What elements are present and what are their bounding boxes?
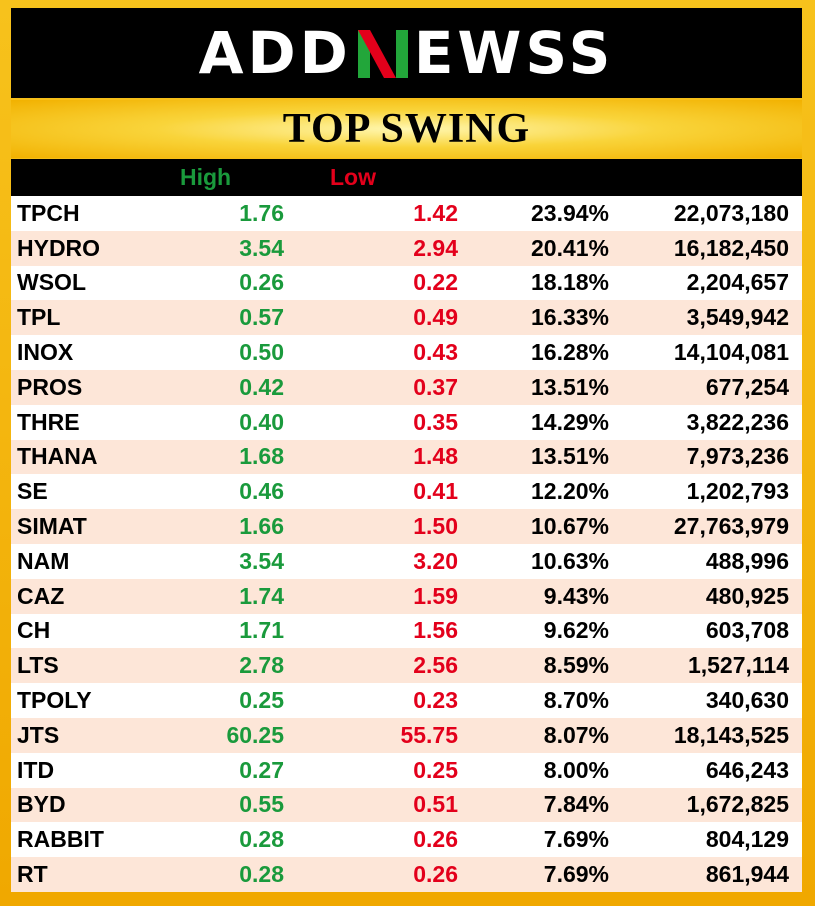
cell-symbol: TPCH (17, 199, 80, 226)
table-row (11, 822, 802, 857)
cell-pct: 10.67% (530, 513, 609, 540)
table-row (11, 509, 802, 544)
cell-pct: 13.51% (530, 373, 609, 400)
cell-symbol: SIMAT (17, 513, 87, 540)
title-band (11, 100, 802, 158)
cell-low: 0.35 (413, 408, 458, 435)
cell-high: 3.54 (239, 547, 284, 574)
cell-symbol: TPOLY (17, 687, 92, 714)
cell-symbol: RT (17, 861, 48, 888)
cell-symbol: RABBIT (17, 826, 104, 853)
cell-symbol: TPL (17, 304, 61, 331)
cell-symbol: WSOL (17, 269, 86, 296)
cell-low: 2.56 (413, 652, 458, 679)
cell-value: 18,143,525 (673, 721, 789, 748)
cell-symbol: ITD (17, 756, 55, 783)
swing-table (11, 159, 802, 892)
cell-value: 22,073,180 (673, 199, 789, 226)
cell-low: 0.25 (413, 756, 458, 783)
cell-high: 0.28 (239, 861, 284, 888)
cell-value: 340,630 (705, 687, 789, 714)
cell-pct: 7.84% (543, 791, 609, 818)
table-row (11, 474, 802, 509)
cell-low: 0.43 (413, 339, 458, 366)
brand-banner (11, 8, 802, 98)
cell-value: 861,944 (705, 861, 789, 888)
cell-high: 0.57 (239, 304, 284, 331)
brand-logo (199, 19, 615, 87)
cell-pct: 8.70% (543, 687, 609, 714)
table-row (11, 440, 802, 475)
cell-value: 3,822,236 (686, 408, 789, 435)
logo-text-left: ADD (198, 19, 352, 87)
cell-symbol: INOX (17, 339, 74, 366)
cell-value: 1,672,825 (686, 791, 789, 818)
cell-value: 2,204,657 (686, 269, 789, 296)
cell-high: 0.55 (239, 791, 284, 818)
table-row (11, 231, 802, 266)
cell-pct: 10.63% (530, 547, 609, 574)
header-high: High (180, 164, 232, 190)
page-title: TOP SWING (282, 106, 531, 152)
cell-high: 0.28 (239, 826, 284, 853)
cell-symbol: SE (17, 478, 48, 505)
cell-pct: 9.62% (543, 617, 609, 644)
cell-pct: 7.69% (543, 861, 609, 888)
cell-symbol: NAM (17, 547, 70, 574)
cell-pct: 8.07% (543, 721, 609, 748)
cell-low: 1.56 (413, 617, 458, 644)
cell-value: 3,549,942 (686, 304, 789, 331)
header-symbol: SYMBOL (20, 164, 119, 190)
cell-value: 480,925 (705, 582, 789, 609)
cell-high: 0.40 (239, 408, 284, 435)
table-row (11, 266, 802, 301)
cell-low: 1.48 (413, 443, 458, 470)
cell-symbol: THANA (17, 443, 98, 470)
cell-value: 27,763,979 (673, 513, 789, 540)
logo-n-icon (354, 24, 412, 82)
cell-pct: 13.51% (530, 443, 609, 470)
cell-pct: 16.28% (530, 339, 609, 366)
cell-symbol: HYDRO (17, 234, 101, 261)
cell-low: 0.41 (413, 478, 458, 505)
cell-low: 0.51 (413, 791, 458, 818)
header-low: Low (330, 164, 376, 190)
table-row (11, 857, 802, 892)
cell-high: 2.78 (239, 652, 284, 679)
cell-value: 804,129 (705, 826, 789, 853)
table-row (11, 683, 802, 718)
cell-high: 0.42 (239, 373, 284, 400)
cell-pct: 9.43% (543, 582, 609, 609)
cell-symbol: CH (17, 617, 51, 644)
cell-symbol: PROS (17, 373, 83, 400)
cell-pct: 8.00% (543, 756, 609, 783)
cell-low: 0.26 (413, 826, 458, 853)
cell-pct: 20.41% (530, 234, 609, 261)
table-row (11, 300, 802, 335)
cell-symbol: CAZ (17, 582, 65, 609)
header-value: VALUE (713, 164, 790, 190)
cell-value: 14,104,081 (673, 339, 789, 366)
cell-low: 0.37 (413, 373, 458, 400)
cell-low: 55.75 (400, 721, 458, 748)
table-row (11, 718, 802, 753)
cell-high: 0.46 (239, 478, 284, 505)
cell-low: 1.59 (413, 582, 458, 609)
table-row (11, 579, 802, 614)
table-row (11, 196, 802, 231)
table-row (11, 370, 802, 405)
cell-low: 3.20 (413, 547, 458, 574)
cell-value: 7,973,236 (686, 443, 789, 470)
table-row (11, 405, 802, 440)
cell-high: 3.54 (239, 234, 284, 261)
cell-low: 1.42 (413, 199, 458, 226)
table-row (11, 544, 802, 579)
cell-value: 1,202,793 (686, 478, 789, 505)
cell-symbol: LTS (17, 652, 59, 679)
header-pct (458, 159, 609, 196)
logo-text-right: EWSS (413, 19, 615, 87)
cell-high: 60.25 (226, 721, 284, 748)
cell-symbol: JTS (17, 721, 60, 748)
cell-value: 488,996 (705, 547, 789, 574)
table-header-row (11, 159, 802, 196)
cell-high: 0.27 (239, 756, 284, 783)
cell-pct: 8.59% (543, 652, 609, 679)
cell-high: 0.26 (239, 269, 284, 296)
table-row (11, 753, 802, 788)
cell-low: 0.22 (413, 269, 458, 296)
cell-value: 1,527,114 (687, 652, 789, 679)
cell-high: 1.68 (239, 443, 284, 470)
cell-high: 1.71 (239, 617, 284, 644)
cell-pct: 23.94% (530, 199, 609, 226)
cell-pct: 7.69% (543, 826, 609, 853)
cell-high: 1.66 (239, 513, 284, 540)
cell-low: 0.26 (413, 861, 458, 888)
cell-pct: 16.33% (530, 304, 609, 331)
cell-high: 1.76 (239, 199, 284, 226)
cell-value: 646,243 (705, 756, 789, 783)
cell-value: 16,182,450 (673, 234, 789, 261)
cell-value: 603,708 (705, 617, 789, 644)
cell-value: 677,254 (705, 373, 789, 400)
cell-high: 1.74 (239, 582, 284, 609)
cell-low: 1.50 (413, 513, 458, 540)
cell-pct: 14.29% (530, 408, 609, 435)
table-row (11, 335, 802, 370)
table-row (11, 788, 802, 823)
cell-pct: 12.20% (530, 478, 609, 505)
cell-low: 2.94 (413, 234, 458, 261)
cell-low: 0.49 (413, 304, 458, 331)
cell-symbol: BYD (17, 791, 66, 818)
table-row (11, 614, 802, 649)
cell-symbol: THRE (17, 408, 80, 435)
cell-high: 0.50 (239, 339, 284, 366)
cell-pct: 18.18% (530, 269, 609, 296)
table-row (11, 648, 802, 683)
cell-high: 0.25 (239, 687, 284, 714)
cell-low: 0.23 (413, 687, 458, 714)
